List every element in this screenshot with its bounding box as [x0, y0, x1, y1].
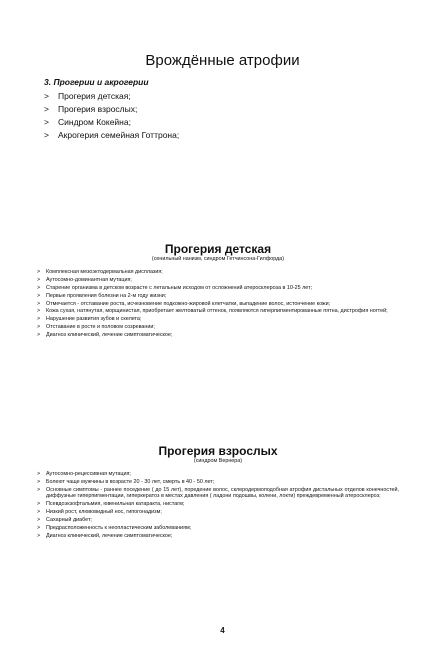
list-item-text: Предрасположенность к неопластическим заболеваниям;	[46, 524, 192, 531]
list-item	[44, 90, 179, 103]
bullet-marker: >	[37, 500, 41, 507]
list-item	[37, 471, 399, 477]
list-item-text: Отмечается - отставание роста, исчезновение подкожно-жировой клетчатки, выпадение волос, истончение кожи;	[46, 300, 331, 307]
disease-list	[44, 90, 179, 142]
list-item	[37, 285, 399, 291]
progeria-child-section	[37, 242, 399, 340]
bullet-marker: >	[37, 486, 41, 493]
bullet-marker: >	[37, 524, 41, 531]
list-item-text: Аутосомно-доминантная мутация;	[46, 276, 132, 283]
list-item-text: Синдром Кокейна;	[58, 117, 131, 127]
list-item	[37, 277, 399, 283]
list-item-text: Прогерия взрослых;	[58, 104, 138, 114]
bullet-marker: >	[44, 117, 49, 127]
list-item	[37, 316, 399, 322]
list-item-text: Кожа сухая, натянутая, морщинистая, приобретает желтоватый оттенок, появляются гиперпигментированные пятна, дистрофия ногтей;	[46, 308, 388, 315]
list-item	[37, 501, 399, 507]
bullet-marker: >	[37, 516, 41, 523]
list-item-text: Низкий рост, клювовидный нос, гипогонадизм;	[46, 508, 162, 515]
list-item	[37, 301, 399, 307]
list-item-text: Нарушение развития зубов и скелета;	[46, 316, 142, 323]
section-subtitle: (сенильный нанизм, синдром Гетчинсона-Гилфорда)	[151, 256, 285, 262]
section-title: Прогерия детская	[164, 242, 272, 256]
list-item-text: Диагноз клинический, лечение симптоматическое;	[46, 332, 173, 339]
list-item	[37, 517, 399, 523]
bullet-marker: >	[37, 292, 41, 299]
list-item	[37, 293, 399, 299]
bullet-marker: >	[37, 276, 41, 283]
list-item	[37, 525, 399, 531]
list-item-text: Аутосомно-рецессивная мутация;	[46, 471, 131, 477]
list-item-text: Болеют чаще мужчины в возрасте 20 - 30 лет, смерть в 40 - 50 лет;	[46, 478, 215, 485]
list-item-text: Прогерия детская;	[58, 91, 131, 101]
list-item	[37, 509, 399, 515]
bullet-marker: >	[37, 324, 41, 331]
list-item	[44, 116, 179, 129]
list-item	[37, 324, 399, 330]
bullet-marker: >	[37, 332, 41, 339]
list-item-text: Диагноз клинический, лечение симптоматическое;	[46, 532, 173, 539]
list-item-text: Основные симптомы - раннее поседение ( до 15 лет), поредение волос, склеродермоподобная атрофия дистальных отделов конечностей, диффузные гиперпигментации, гиперкератоз в местах давления ( ладони подошвы, колени, локти) преждевременный атеросклероз;	[46, 486, 399, 500]
list-item-text: Первые проявления болезни на 2-м году жизни;	[46, 292, 167, 299]
list-item-text: Акрогерия семейная Готтрона;	[58, 130, 180, 140]
bullet-marker: >	[37, 316, 41, 323]
page-number: 4	[220, 626, 225, 635]
bullet-marker: >	[37, 478, 41, 485]
section-subtitle: (синдром Вернера)	[193, 458, 243, 464]
list-item	[37, 487, 399, 500]
list-item-text: Комплексная мезоэктодермальная дисплазия;	[46, 269, 163, 275]
list-item	[37, 269, 399, 275]
symptom-list	[37, 471, 399, 539]
bullet-marker: >	[37, 269, 41, 275]
list-item	[37, 533, 399, 539]
list-item	[37, 332, 399, 338]
bullet-marker: >	[37, 471, 41, 477]
list-item-text: Псевдоэкзофтальмия, ювенильная катаракта, нистагм;	[46, 500, 185, 507]
bullet-marker: >	[44, 91, 49, 101]
section-title: Прогерия взрослых	[158, 444, 278, 458]
bullet-marker: >	[37, 300, 41, 307]
list-item-text: Сахарный диабет;	[46, 516, 92, 523]
bullet-marker: >	[37, 532, 41, 539]
list-item	[37, 308, 399, 314]
section-heading: 3. Прогерии и акрогерии	[44, 77, 149, 87]
list-item-text: Старение организма в детском возрасте с летальным исходом от осложнений атеросклероза в 10-25 лет;	[46, 284, 313, 291]
list-item	[44, 129, 179, 142]
list-item	[44, 103, 179, 116]
list-item-text: Отставание в росте и половом созревании;	[46, 324, 155, 331]
bullet-marker: >	[44, 104, 49, 114]
progeria-adult-section	[37, 444, 399, 540]
list-item	[37, 479, 399, 485]
bullet-marker: >	[37, 508, 41, 515]
bullet-marker: >	[37, 308, 41, 315]
symptom-list	[37, 269, 399, 338]
bullet-marker: >	[44, 130, 49, 140]
page-title: Врождённые атрофии	[145, 52, 300, 69]
bullet-marker: >	[37, 284, 41, 291]
